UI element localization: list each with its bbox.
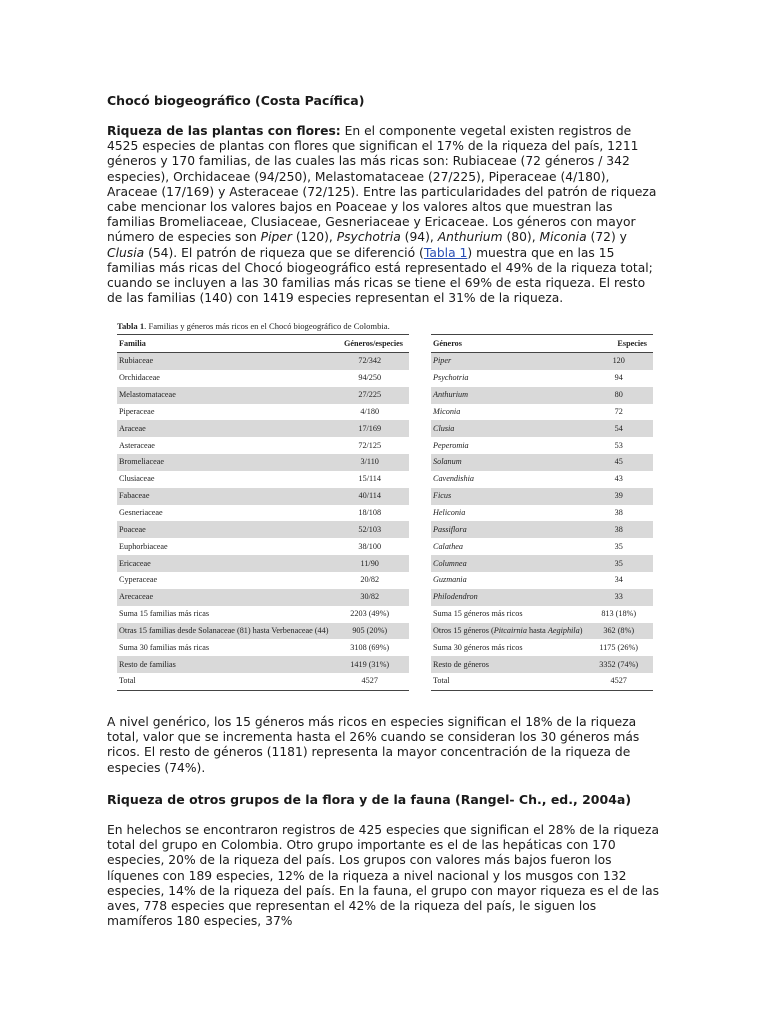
column-header: Géneros: [431, 335, 584, 353]
cell-name: Piper: [431, 353, 584, 370]
cell-name: Fabaceae: [117, 488, 330, 505]
cell-value: 17/169: [330, 420, 409, 437]
table-row: [431, 353, 653, 370]
table-row: [431, 639, 653, 656]
genera-table: [431, 334, 653, 691]
table-row: [431, 538, 653, 555]
cell-value: 27/225: [330, 387, 409, 404]
cell-value: 4/180: [360, 406, 380, 416]
table-row: [431, 454, 653, 471]
table-row: [431, 488, 653, 505]
page-title: Chocó biogeográfico (Costa Pacífica): [107, 93, 365, 108]
tabla-1-link[interactable]: Tabla 1: [423, 245, 468, 260]
cell-name: Piperaceae: [119, 406, 155, 416]
table-row: [117, 589, 409, 606]
table-row: [117, 420, 409, 437]
cell-name: Passiflora: [431, 521, 584, 538]
cell-name: Ficus: [431, 488, 584, 505]
cell-value: 18/108: [358, 508, 382, 518]
cell-name: Heliconia: [433, 508, 466, 518]
table-row: [117, 623, 409, 640]
table-row: [431, 656, 653, 673]
cell-name: Asteraceae: [119, 440, 155, 450]
cell-name: Miconia: [433, 406, 461, 416]
cell-value: 80: [584, 387, 653, 404]
cell-name: Peperomia: [433, 440, 469, 450]
cell-name: Total: [431, 673, 584, 690]
table-row: [117, 572, 409, 589]
cell-name: Suma 30 familias más ricas: [119, 642, 210, 652]
cell-name: Resto de familias: [117, 656, 330, 673]
cell-value: 72/125: [358, 440, 382, 450]
cell-value: 38: [584, 521, 653, 538]
table-row: [117, 437, 409, 454]
table-row: [117, 454, 409, 471]
cell-name: Philodendron: [431, 589, 584, 606]
table-row: [431, 420, 653, 437]
table-row: [117, 521, 409, 538]
table-row: [431, 521, 653, 538]
table-row: [431, 606, 653, 623]
cell-name: Columnea: [431, 555, 584, 572]
cell-value: 94: [614, 373, 623, 383]
cell-name: Orchidaceae: [119, 373, 160, 383]
table-row: [117, 370, 409, 387]
cell-name: Bromeliaceae: [117, 454, 330, 471]
cell-value: 3108 (69%): [350, 642, 390, 652]
table-row: [431, 589, 653, 606]
table-row: [117, 656, 409, 673]
cell-name: Total: [117, 673, 330, 690]
table-row: [431, 673, 653, 690]
column-header: Especies: [584, 335, 653, 353]
cell-value: 34: [614, 575, 623, 585]
generic-level-paragraph: A nivel genérico, los 15 géneros más ricos en especies significan el 18% de la riqueza total, valor que se incrementa hasta el 26% cuando se consideran los 30 géneros más ricos. El resto de géneros (1181) representa la mayor concentración de la riqueza de especies (74%).: [107, 715, 640, 775]
cell-value: 38: [614, 508, 623, 518]
cell-name: Euphorbiaceae: [119, 541, 168, 551]
cell-name: Resto de géneros: [431, 656, 584, 673]
cell-value: 4527: [584, 673, 653, 690]
cell-value: 52/103: [330, 521, 409, 538]
table-row: [117, 488, 409, 505]
cell-value: 43: [614, 474, 623, 484]
families-table: [117, 334, 409, 691]
other-groups-paragraph: En helechos se encontraron registros de 425 especies que significan el 28% de la riqueza total del grupo en Colombia. Otro grupo importante es el de las hepáticas con 170 especies, 20% de la riqueza del país. Los grupos con valores más bajos fueron los líquenes con 189 especies, 12% de la riqueza a nivel nacional y los musgos con 132 especies, 14% de la riqueza del país. En la fauna, el grupo con mayor riqueza es el de las aves, 778 especies que representan el 42% de la riqueza del país, le siguen los mamíferos 180 especies, 37%: [107, 823, 660, 929]
column-header: Familia: [117, 335, 330, 353]
cell-name: Calathea: [433, 541, 464, 551]
table-row: [431, 387, 653, 404]
cell-name: Suma 15 géneros más ricos: [433, 609, 523, 619]
cell-name: Arecaceae: [117, 589, 330, 606]
column-header: Géneros/especies: [330, 335, 409, 353]
cell-value: 53: [614, 440, 623, 450]
cell-value: 40/114: [330, 488, 409, 505]
cell-value: 4527: [330, 673, 409, 690]
table-row: [431, 505, 653, 522]
table-row: [117, 353, 409, 370]
table-row: [117, 555, 409, 572]
table-row: [117, 639, 409, 656]
cell-value: 1175 (26%): [599, 642, 638, 652]
cell-name: Otros 15 géneros (Pitcairnia hasta Aegiphila): [431, 623, 584, 640]
section-heading-other-groups: Riqueza de otros grupos de la flora y de la fauna (Rangel- Ch., ed., 2004a): [107, 792, 632, 807]
cell-value: 15/114: [358, 474, 381, 484]
table-row: [431, 471, 653, 488]
cell-value: 120: [584, 353, 653, 370]
cell-value: 39: [584, 488, 653, 505]
table-row: [431, 437, 653, 454]
cell-value: 54: [584, 420, 653, 437]
cell-name: Cyperaceae: [119, 575, 158, 585]
cell-name: Araceae: [117, 420, 330, 437]
table-row: [117, 673, 409, 690]
cell-value: 11/90: [330, 555, 409, 572]
cell-value: 813 (18%): [601, 609, 637, 619]
cell-value: 30/82: [330, 589, 409, 606]
cell-name: Clusia: [431, 420, 584, 437]
cell-value: 72/342: [330, 353, 409, 370]
table-row: [117, 538, 409, 555]
table-1-image: [117, 318, 653, 691]
section-heading: Riqueza de las plantas con flores:: [107, 124, 341, 138]
table-row: [117, 471, 409, 488]
cell-value: 362 (8%): [584, 623, 653, 640]
table-row: [431, 572, 653, 589]
cell-name: Clusiaceae: [119, 474, 155, 484]
cell-name: Melastomataceae: [117, 387, 330, 404]
cell-value: 3352 (74%): [584, 656, 653, 673]
cell-value: 35: [584, 555, 653, 572]
cell-value: 35: [614, 541, 623, 551]
cell-name: Guzmania: [433, 575, 467, 585]
cell-name: Gesneriaceae: [119, 508, 163, 518]
cell-value: 2203 (49%): [350, 609, 390, 619]
cell-value: 94/250: [358, 373, 382, 383]
cell-value: 1419 (31%): [330, 656, 409, 673]
table-row: [117, 606, 409, 623]
cell-name: Suma 30 géneros más ricos: [433, 642, 523, 652]
cell-value: 3/110: [330, 454, 409, 471]
cell-name: Otras 15 familias desde Solanaceae (81) hasta Verbenaceae (44): [117, 623, 330, 640]
table-row: [117, 404, 409, 421]
cell-name: Ericaceae: [117, 555, 330, 572]
cell-name: Anthurium: [431, 387, 584, 404]
cell-name: Rubiaceae: [117, 353, 330, 370]
cell-name: Suma 15 familias más ricas: [119, 609, 210, 619]
cell-value: 38/100: [358, 541, 382, 551]
cell-name: Poaceae: [117, 521, 330, 538]
section-flowering-plants: Riqueza de las plantas con flores: En el componente vegetal existen registros de 4525 especies de plantas con flores que significan el 17% de la riqueza del país, 1211 géneros y 170 familias, de las cuales las más ricas son: Rubiaceae (72 géneros / 342 especies), Orchidaceae (94/250), Melastomataceae (27/225), Piperaceae (4/180), Araceae (17/169) y Asteraceae (72/125). Entre las particularidades del patrón de riqueza cabe mencionar los valores bajos en Poaceae y los valores altos que muestran las familias Bromeliaceae, Clusiaceae, Gesneriaceae y Ericaceae. Los géneros con mayor número de especies son Piper (120), Psychotria (94), Anthurium (80), Miconia (72) y Clusia (54). El patrón de riqueza que se diferenció (Tabla 1) muestra que en las 15 familias más ricas del Chocó biogeográfico está representado el 49% de la riqueza total; cuando se incluyen a las 30 familias más ricas se tiene el 69% de esta riqueza. El resto de las familias (140) con 1419 especies representan el 31% de la riqueza.: [107, 124, 657, 306]
cell-value: 33: [584, 589, 653, 606]
table-row: [117, 387, 409, 404]
table-row: [431, 555, 653, 572]
table-row: [117, 505, 409, 522]
cell-value: 905 (20%): [330, 623, 409, 640]
table-row: [431, 623, 653, 640]
cell-name: Psychotria: [433, 373, 469, 383]
table-row: [431, 370, 653, 387]
cell-value: 72: [614, 406, 623, 416]
cell-value: 45: [584, 454, 653, 471]
cell-name: Solanum: [431, 454, 584, 471]
cell-value: 20/82: [360, 575, 380, 585]
table-row: [431, 404, 653, 421]
table-caption: Tabla 1. Familias y géneros más ricos en el Chocó biogeográfico de Colombia.: [117, 321, 390, 331]
cell-name: Cavendishia: [433, 474, 474, 484]
